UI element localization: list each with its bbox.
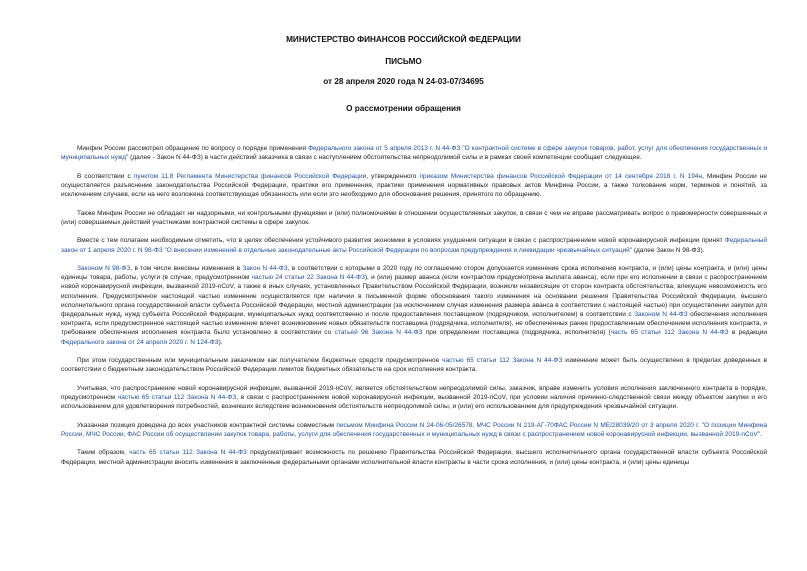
document-link[interactable]: Федерального закона от 5 апреля 2013 г. N 44-ФЗ "О контрактной системе в сфере закупок товаров, работ, услуг для обеспечения государственных и муниципальных нужд" [61,145,767,162]
paragraph-text: Указанная позиция доведена до всех участников контрактной системы совместным [77,421,337,429]
subject-heading: О рассмотрении обращения [346,104,461,113]
paragraph-text: Таким образом, [77,449,130,457]
paragraph-text: , Минфин России не осуществляется разъяснение законодательства Российской Федерации, практики его применения, практики применения нормативных правовых актов Минфина России, а также толкование норм, терминов и понятий, за исключением случаев, если на него возложена соответствующая обязанность или если это необходимо для обоснования решения, принятого по обращению. [61,172,767,199]
paragraph [61,384,767,412]
ministry-heading: МИНИСТЕРСТВО ФИНАНСОВ РОССИЙСКОЙ ФЕДЕРАЦИИ [286,35,521,44]
date-number-heading: от 28 апреля 2020 года N 24-03-07/34695 [323,77,484,86]
paragraph-text: изменение может быть осуществлено в пределах доведенных в соответствии с бюджетным законодательством Российской Федерации лимитов бюджетных обязательств на срок исполнения контракта. [61,357,767,374]
document-link[interactable]: частью 65 статьи 112 Закона N 44-ФЗ [117,394,237,402]
paragraph [61,144,767,162]
paragraph-text: при определении поставщика (подрядчика, исполнителя) ( [422,329,611,337]
document-link[interactable]: часть 65 статьи 112 Закона N 44-ФЗ [129,449,247,457]
paragraph-text: обеспечения исполнения контракта, если предусмотренное настоящей частью изменение влечет возникновение новых обязательств поставщика (подрядчика, исполнителя), не обеспеченных ранее предоставленным обеспечением исполнения контракта, и требование обеспечения исполнения контракта было установлено в соответствии со [61,311,768,337]
paragraph-text: Также Минфин России не обладает ни надзорными, ни контрольными функциями и (или) полномочиями в отношении осуществляемых закупок, в связи с чем не вправе рассматривать вопрос о правомерности совершенных и (или) совершаемых действий участниками контрактной системы в сфере закупок. [61,209,767,226]
document-link[interactable]: пунктом 11.8 Регламента Министерства финансов Российской Федерации [133,172,367,180]
document-link[interactable]: Федеральный закон от 1 апреля 2020 г. N 98-ФЗ "О внесении изменений в отдельные законодательные акты Российской Федерации по вопросам предупреждения и ликвидации чрезвычайных ситуаций" [61,237,767,254]
document-link[interactable]: частью 65 статьи 112 Закона N 44-ФЗ [442,357,563,365]
document-body [61,144,767,476]
paragraph [61,236,767,254]
paragraph [61,421,767,439]
paragraph-text: Минфин России рассмотрел обращение по вопросу о порядке применения [77,145,309,152]
paragraph [61,172,767,200]
paragraph [61,209,767,227]
document-type-heading: ПИСЬМО [385,57,422,66]
document-link[interactable]: частью 24 статьи 22 Закона N 44-ФЗ [251,274,365,282]
paragraph-text: При этом государственным или муниципальным заказчиком как получателем бюджетных средств предусмотренное [77,357,443,365]
paragraph [61,448,767,466]
paragraph [61,356,767,374]
paragraph-text: Учитывая, что распространение новой коронавирусной инфекции, вызванной 2019-nCoV, является обстоятельством непреодолимой силы, заказчик, вправе изменить условия исполнения заключенного контракта в порядке, предусмотренном [61,384,767,402]
paragraph-text: , в соответствии с которыми в 2020 году по соглашению сторон допускается изменение срока исполнения контракта, и (или) цены контракта, и (или) цены единицы товара, работы, услуги (в случае, предусмотренном [61,265,767,282]
document-link[interactable]: Законом N 44-ФЗ [634,311,688,319]
document-link[interactable]: статьей 96 Закона N 44-ФЗ [334,329,423,337]
document-link[interactable]: Закон N 44-ФЗ [242,265,288,273]
paragraph-text: В соответствии с [77,172,134,180]
paragraph-text: , утвержденного [366,172,420,180]
document-link[interactable]: приказом Министерства финансов Российской Федерации от 14 сентября 2018 г. N 194н [419,172,703,180]
paragraph-text: ). [218,338,223,346]
paragraph-text: ), и (или) размер аванса (если контрактом предусмотрена выплата аванса), если при его исполнении в связи с распространением новой коронавирусной инфекции, вызванной 2019-nCoV, а также в иных случаях, установленных Правительством Российской Федерации, возникли независящие от сторон контракта обстоятельства, влекущие невозможность его исполнения. Предусмотренное настоящей частью изменение осуществляется при наличии в письменной форме обоснования такого изменения на основании решения Правительства Российской Федерации, высшего исполнительного органа государственной власти субъекта Российской Федерации, местной администрации (за исключением случая изменения размера аванса в соответствии с настоящей частью) при осуществлении закупки для федеральных нужд, нужд субъекта Российской Федерации, муниципальных нужд соответственно и после предоставления поставщиком (подрядчиком, исполнителем) в соответствии с [61,274,768,319]
paragraph-text: , в связи с распространением новой коронавирусной инфекции, вызванной 2019-nCoV, при условии наличия причинно-следственной связи между объектом закупки и его использованием для удовлетворения потребностей, возникших вследствие возникновения обстоятельств непреодолимой силы, и (или) его использованием для предупреждения чрезвычайной ситуации. [61,394,767,411]
paragraph-text: в редакции [728,329,767,337]
paragraph-text: Вместе с тем полагаем необходимым отметить, что в целях обеспечения устойчивого развития экономики в условиях ухудшения ситуации в связи с распространением новой коронавирусной инфекции принят [77,237,725,245]
paragraph-text: , в том числе внесены изменения в [130,265,243,273]
document-link[interactable]: часть 65 статьи 112 Закона N 44-ФЗ [610,329,729,337]
document-link[interactable]: Федерального закона от 24 апреля 2020 г. N 124-ФЗ [61,338,219,346]
document-link[interactable]: Законом N 98-ФЗ [77,265,131,273]
paragraph-text: (далее Закон N 98-ФЗ). [632,246,705,254]
paragraph-text: предусматривает возможность по решению Правительства Российской Федерации, высшего исполнительного органа государственной власти субъекта Российской Федерации, местной администрации вносить изменения в заключенные федеральными органами исполнительной власти контракты в части срока исполнения, и (или) цены контракта, и (или) цены единицы [61,449,768,466]
paragraph-text: . [760,430,762,438]
paragraph [61,264,767,347]
document-link[interactable]: письмом Минфина России N 24-06-05/26578, МЧС России N 219-АГ-70ФАС России N МЕ/28039/20 от 3 апреля 2020 г. "О позиции Минфина России, МЧС России, ФАС России об осуществлении закупок товара, работы, услуги для обеспечения государственных и муниципальных нужд в связи с распространением новой коронавирусной инфекции, вызванной 2019-nCoV" [61,421,767,438]
paragraph-text: (далее - Закон N 44-ФЗ) в части действий заказчика в связи с наступлением обстоятельства непреодолимой силы и в рамках своей компетенции сообщает следующее. [128,154,642,162]
